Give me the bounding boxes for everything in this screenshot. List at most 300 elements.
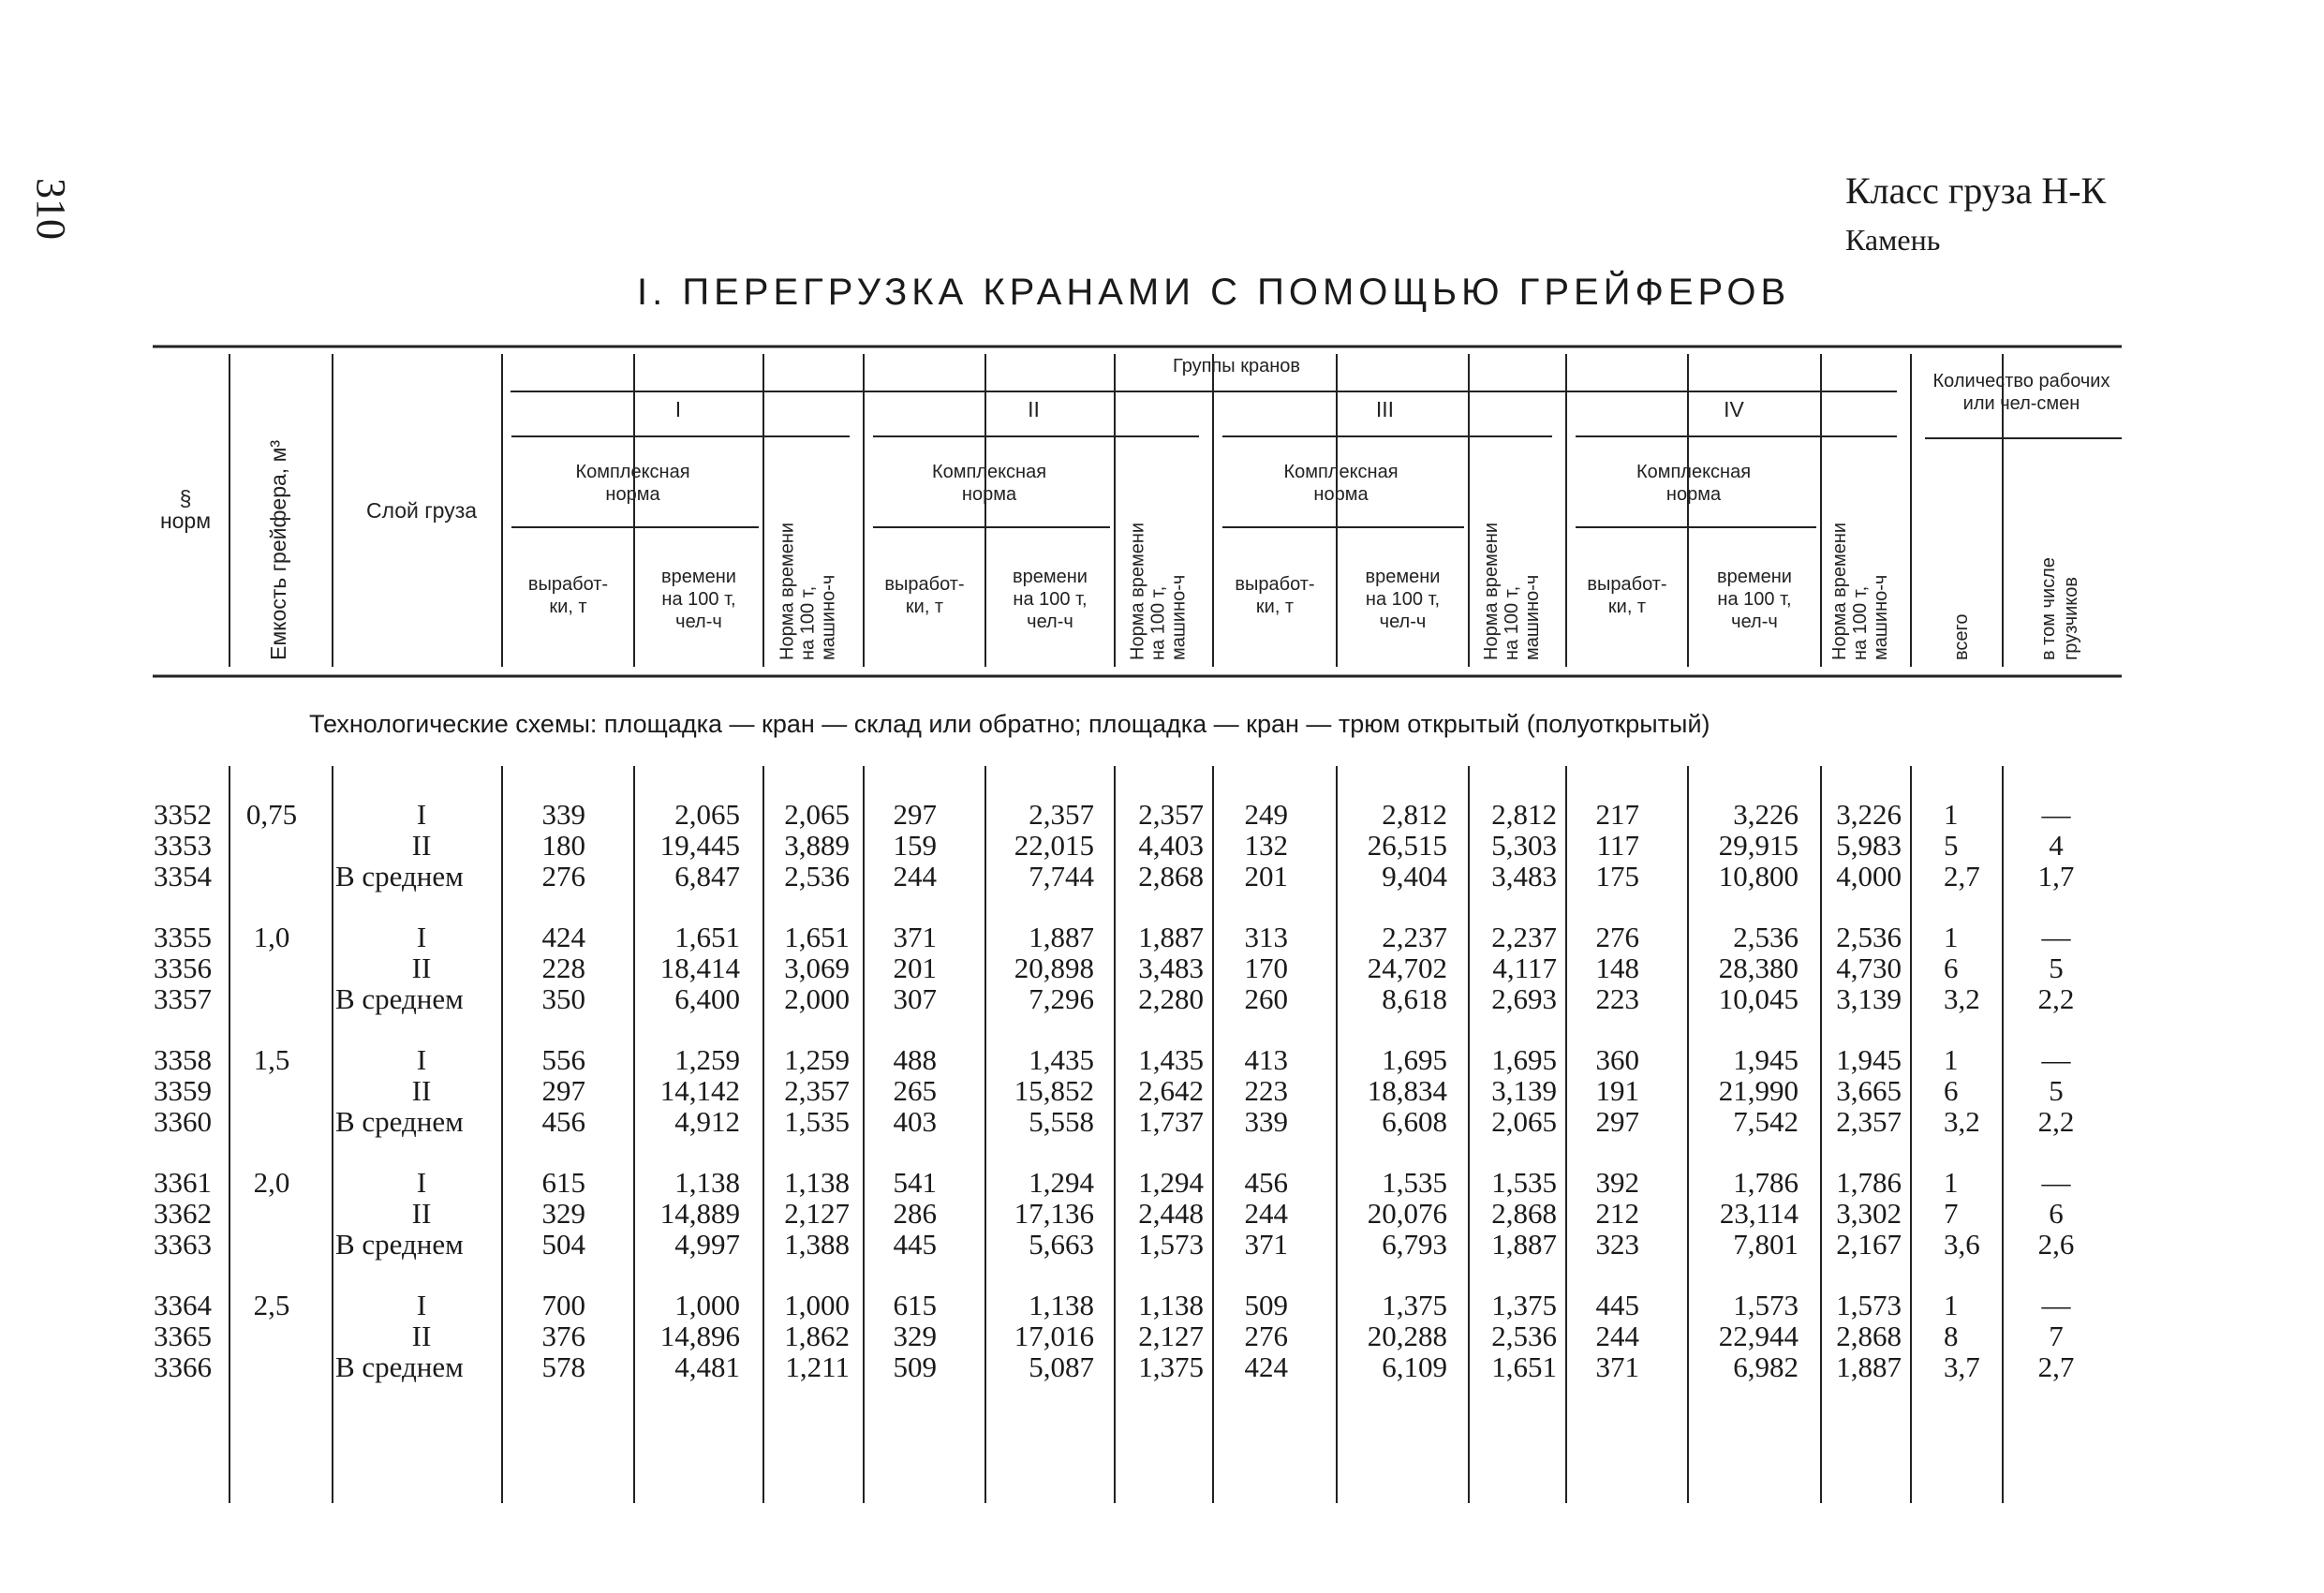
value-cell: 244 <box>1595 1320 1639 1352</box>
norm-number-cell: 3352 <box>154 798 212 831</box>
value-cell: 1,259 <box>674 1043 740 1076</box>
value-cell: 244 <box>893 860 937 892</box>
value-cell: 1,945 <box>1836 1043 1902 1076</box>
workers-total-cell: 1 <box>1944 798 1959 831</box>
value-cell: 2,237 <box>1382 921 1447 953</box>
machine-time-header: машино-ч <box>1871 574 1891 660</box>
norm-number-cell: 3364 <box>154 1289 212 1321</box>
total-header: всего <box>1951 613 1972 660</box>
value-cell: 6,982 <box>1733 1350 1799 1383</box>
loaders-cell: 4 <box>2049 829 2064 862</box>
value-cell: 2,065 <box>674 798 740 831</box>
value-cell: 1,375 <box>1138 1350 1204 1383</box>
norm-number-cell: 3361 <box>154 1166 212 1199</box>
value-cell: 17,016 <box>1014 1320 1094 1352</box>
value-cell: 297 <box>1595 1105 1639 1138</box>
value-cell: 249 <box>1244 798 1288 831</box>
complex-norm-header: норма <box>605 484 660 505</box>
norm-number-cell: 3355 <box>154 921 212 953</box>
value-cell: 2,868 <box>1836 1320 1902 1352</box>
value-cell: 6,793 <box>1382 1228 1447 1261</box>
value-cell: 175 <box>1595 860 1639 892</box>
value-cell: 1,737 <box>1138 1105 1204 1138</box>
value-cell: 22,944 <box>1718 1320 1799 1352</box>
value-cell: 360 <box>1595 1043 1639 1076</box>
norm-number-cell: 3360 <box>154 1105 212 1138</box>
value-cell: 1,651 <box>784 921 850 953</box>
layer-cell: I <box>416 921 427 953</box>
value-cell: 1,388 <box>784 1228 850 1261</box>
output-header: ки, т <box>905 597 944 617</box>
value-cell: 223 <box>1244 1074 1288 1107</box>
value-cell: 7,296 <box>1029 982 1094 1015</box>
value-cell: 9,404 <box>1382 860 1447 892</box>
value-cell: 3,139 <box>1836 982 1902 1015</box>
value-cell: 509 <box>1244 1289 1288 1321</box>
output-header: ки, т <box>1255 597 1295 617</box>
value-cell: 14,889 <box>659 1197 740 1230</box>
value-cell: 6,608 <box>1382 1105 1447 1138</box>
value-cell: 5,558 <box>1029 1105 1094 1138</box>
value-cell: 445 <box>1595 1289 1639 1321</box>
value-cell: 3,302 <box>1836 1197 1902 1230</box>
value-cell: 7,542 <box>1733 1105 1799 1138</box>
value-cell: 10,800 <box>1718 860 1799 892</box>
norm-number-cell: 3365 <box>154 1320 212 1352</box>
value-cell: 20,076 <box>1367 1197 1447 1230</box>
layer-cell: I <box>416 1166 427 1199</box>
output-header: выработ- <box>1587 574 1667 595</box>
norm-number-cell: 3353 <box>154 829 212 862</box>
loaders-cell: — <box>2041 1289 2071 1321</box>
group-label: I <box>674 397 682 421</box>
loaders-cell: — <box>2041 798 2071 831</box>
crane-groups-header: Группы кранов <box>1173 356 1300 376</box>
value-cell: 4,403 <box>1138 829 1204 862</box>
machine-time-header: на 100 т, <box>797 585 819 660</box>
value-cell: 456 <box>541 1105 585 1138</box>
complex-norm-header: Комплексная <box>1636 462 1752 482</box>
value-cell: 1,294 <box>1029 1166 1094 1199</box>
group-label: III <box>1375 397 1395 421</box>
layer-cell: В среднем <box>335 1105 464 1138</box>
value-cell: 29,915 <box>1718 829 1799 862</box>
time-header: на 100 т, <box>1717 589 1792 610</box>
output-header: выработ- <box>1235 574 1315 595</box>
norm-number-cell: 3357 <box>154 982 212 1015</box>
loaders-cell: 1,7 <box>2037 860 2075 892</box>
value-cell: 5,087 <box>1029 1350 1094 1383</box>
value-cell: 504 <box>541 1228 585 1261</box>
value-cell: 392 <box>1595 1166 1639 1199</box>
workers-header: Количество рабочих <box>1932 371 2110 391</box>
workers-total-cell: 3,6 <box>1944 1228 1980 1261</box>
loaders-cell: 6 <box>2049 1197 2064 1230</box>
machine-time-header: на 100 т, <box>1147 585 1169 660</box>
value-cell: 445 <box>893 1228 937 1261</box>
value-cell: 2,536 <box>1491 1320 1557 1352</box>
value-cell: 2,693 <box>1491 982 1557 1015</box>
value-cell: 2,868 <box>1491 1197 1557 1230</box>
layer-cell: В среднем <box>335 1350 464 1383</box>
loaders-cell: — <box>2041 1166 2071 1199</box>
value-cell: 18,414 <box>659 951 740 984</box>
value-cell: 6,400 <box>674 982 740 1015</box>
value-cell: 3,483 <box>1491 860 1557 892</box>
value-cell: 28,380 <box>1718 951 1799 984</box>
value-cell: 201 <box>893 951 937 984</box>
value-cell: 339 <box>541 798 585 831</box>
value-cell: 18,834 <box>1367 1074 1447 1107</box>
value-cell: 1,535 <box>784 1105 850 1138</box>
value-cell: 371 <box>893 921 937 953</box>
value-cell: 2,127 <box>1138 1320 1204 1352</box>
value-cell: 2,536 <box>1733 921 1799 953</box>
norm-number-cell: 3363 <box>154 1228 212 1261</box>
value-cell: 265 <box>893 1074 937 1107</box>
layer-cell: В среднем <box>335 982 464 1015</box>
value-cell: 276 <box>541 860 585 892</box>
value-cell: 10,045 <box>1718 982 1799 1015</box>
norm-number-cell: 3354 <box>154 860 212 892</box>
complex-norm-header: норма <box>1313 484 1369 505</box>
output-header: выработ- <box>527 574 609 595</box>
norm-number-cell: 3358 <box>154 1043 212 1076</box>
value-cell: 1,138 <box>674 1166 740 1199</box>
value-cell: 20,288 <box>1367 1320 1447 1352</box>
section-title: I. ПЕРЕГРУЗКА КРАНАМИ С ПОМОЩЬЮ ГРЕЙФЕРОВ <box>637 272 1791 313</box>
value-cell: 2,065 <box>1491 1105 1557 1138</box>
workers-total-cell: 1 <box>1944 1043 1959 1076</box>
layer-cell: В среднем <box>335 1228 464 1261</box>
value-cell: 3,069 <box>784 951 850 984</box>
machine-time-header: машино-ч <box>1168 574 1190 660</box>
value-cell: 1,887 <box>1029 921 1094 953</box>
loaders-cell: 2,6 <box>2037 1228 2075 1261</box>
workers-total-cell: 3,2 <box>1944 982 1980 1015</box>
value-cell: 1,945 <box>1733 1043 1799 1076</box>
value-cell: 217 <box>1595 798 1639 831</box>
page-number: 310 <box>28 178 74 240</box>
value-cell: 1,211 <box>785 1350 850 1383</box>
layer-cell: II <box>411 1197 432 1230</box>
grab-capacity-cell: 1,5 <box>253 1043 290 1076</box>
value-cell: 509 <box>893 1350 937 1383</box>
value-cell: 313 <box>1244 921 1288 953</box>
time-header: чел-ч <box>675 612 722 632</box>
value-cell: 2,357 <box>784 1074 850 1107</box>
grab-capacity-cell: 1,0 <box>253 921 290 953</box>
machine-time-header: Норма времени <box>1829 522 1850 660</box>
value-cell: 132 <box>1244 829 1288 862</box>
value-cell: 6,847 <box>674 860 740 892</box>
value-cell: 1,573 <box>1138 1228 1204 1261</box>
value-cell: 2,357 <box>1836 1105 1902 1138</box>
value-cell: 1,651 <box>1491 1350 1557 1383</box>
value-cell: 4,912 <box>674 1105 740 1138</box>
value-cell: 307 <box>893 982 937 1015</box>
layer-cell: I <box>416 798 427 831</box>
value-cell: 2,812 <box>1382 798 1447 831</box>
value-cell: 7,744 <box>1029 860 1094 892</box>
value-cell: 3,483 <box>1138 951 1204 984</box>
value-cell: 15,852 <box>1014 1074 1094 1107</box>
machine-time-header: на 100 т, <box>1502 585 1522 660</box>
value-cell: 244 <box>1244 1197 1288 1230</box>
value-cell: 5,983 <box>1836 829 1902 862</box>
value-cell: 371 <box>1244 1228 1288 1261</box>
time-header: времени <box>661 567 736 587</box>
time-header: чел-ч <box>1027 612 1073 632</box>
layer-cell: II <box>411 1320 432 1352</box>
machine-time-header: Норма времени <box>777 522 798 660</box>
loaders-cell: 5 <box>2049 951 2064 984</box>
value-cell: 8,618 <box>1382 982 1447 1015</box>
value-cell: 1,786 <box>1836 1166 1902 1199</box>
value-cell: 286 <box>893 1197 937 1230</box>
value-cell: 556 <box>541 1043 585 1076</box>
loaders-cell: 2,7 <box>2037 1350 2075 1383</box>
value-cell: 578 <box>541 1350 585 1383</box>
value-cell: 371 <box>1595 1350 1639 1383</box>
time-header: времени <box>1717 567 1792 587</box>
norm-number-cell: 3366 <box>154 1350 212 1383</box>
layer-cell: II <box>411 829 432 862</box>
machine-time-header: на 100 т, <box>1850 585 1871 660</box>
value-cell: 276 <box>1595 921 1639 953</box>
value-cell: 3,139 <box>1491 1074 1557 1107</box>
value-cell: 1,862 <box>784 1320 850 1352</box>
value-cell: 615 <box>541 1166 585 1199</box>
value-cell: 4,481 <box>674 1350 740 1383</box>
group-label: II <box>1028 397 1040 421</box>
value-cell: 2,812 <box>1491 798 1557 831</box>
output-header: ки, т <box>1607 597 1647 617</box>
time-header: чел-ч <box>1379 612 1427 632</box>
group-label: IV <box>1724 397 1744 421</box>
value-cell: 2,536 <box>1836 921 1902 953</box>
value-cell: 1,535 <box>1491 1166 1557 1199</box>
layer-cell: В среднем <box>335 860 464 892</box>
machine-time-header: машино-ч <box>818 574 839 660</box>
value-cell: 1,375 <box>1491 1289 1557 1321</box>
value-cell: 1,294 <box>1138 1166 1204 1199</box>
value-cell: 1,000 <box>674 1289 740 1321</box>
incl-loaders-header: грузчиков <box>2061 576 2081 660</box>
value-cell: 1,259 <box>784 1043 850 1076</box>
value-cell: 413 <box>1244 1043 1288 1076</box>
workers-total-cell: 8 <box>1944 1320 1959 1352</box>
value-cell: 170 <box>1244 951 1288 984</box>
value-cell: 403 <box>893 1105 937 1138</box>
value-cell: 2,642 <box>1138 1074 1204 1107</box>
value-cell: 329 <box>893 1320 937 1352</box>
workers-total-cell: 3,7 <box>1944 1350 1980 1383</box>
loaders-cell: 5 <box>2049 1074 2064 1107</box>
value-cell: 17,136 <box>1014 1197 1094 1230</box>
norm-header: § <box>179 486 192 510</box>
cargo-class-label: Класс груза Н-К <box>1845 170 2107 212</box>
loaders-cell: 7 <box>2049 1320 2064 1352</box>
layer-cell: II <box>411 1074 432 1107</box>
value-cell: 260 <box>1244 982 1288 1015</box>
value-cell: 488 <box>893 1043 937 1076</box>
value-cell: 228 <box>541 951 585 984</box>
norm-header: норм <box>159 509 212 533</box>
value-cell: 297 <box>541 1074 585 1107</box>
value-cell: 4,117 <box>1492 951 1557 984</box>
value-cell: 1,887 <box>1138 921 1204 953</box>
value-cell: 117 <box>1596 829 1639 862</box>
value-cell: 212 <box>1595 1197 1639 1230</box>
value-cell: 2,448 <box>1138 1197 1204 1230</box>
complex-norm-header: Комплексная <box>931 462 1047 482</box>
value-cell: 456 <box>1244 1166 1288 1199</box>
value-cell: 1,651 <box>674 921 740 953</box>
value-cell: 1,887 <box>1836 1350 1902 1383</box>
value-cell: 376 <box>541 1320 585 1352</box>
workers-header: или чел-смен <box>1962 393 2080 414</box>
value-cell: 5,663 <box>1029 1228 1094 1261</box>
value-cell: 5,303 <box>1491 829 1557 862</box>
workers-total-cell: 1 <box>1944 921 1959 953</box>
value-cell: 700 <box>541 1289 585 1321</box>
value-cell: 3,665 <box>1836 1074 1902 1107</box>
value-cell: 2,065 <box>784 798 850 831</box>
grab-capacity-cell: 2,0 <box>253 1166 290 1199</box>
value-cell: 1,000 <box>784 1289 850 1321</box>
grab-capacity-cell: 2,5 <box>253 1289 290 1321</box>
value-cell: 4,997 <box>674 1228 740 1261</box>
value-cell: 26,515 <box>1367 829 1447 862</box>
output-header: ки, т <box>549 597 587 617</box>
value-cell: 148 <box>1595 951 1639 984</box>
value-cell: 22,015 <box>1014 829 1094 862</box>
time-header: на 100 т, <box>1365 589 1441 610</box>
machine-time-header: Норма времени <box>1127 522 1148 660</box>
value-cell: 2,536 <box>784 860 850 892</box>
value-cell: 2,357 <box>1138 798 1204 831</box>
value-cell: 323 <box>1595 1228 1639 1261</box>
norm-number-cell: 3356 <box>154 951 212 984</box>
complex-norm-header: норма <box>1665 484 1722 505</box>
complex-norm-header: Комплексная <box>575 462 690 482</box>
value-cell: 14,896 <box>659 1320 740 1352</box>
workers-total-cell: 1 <box>1944 1166 1959 1199</box>
value-cell: 2,280 <box>1138 982 1204 1015</box>
layer-cell: II <box>411 951 432 984</box>
layer-cell: I <box>416 1289 427 1321</box>
norm-number-cell: 3362 <box>154 1197 212 1230</box>
value-cell: 201 <box>1244 860 1288 892</box>
value-cell: 191 <box>1595 1074 1639 1107</box>
value-cell: 24,702 <box>1367 951 1447 984</box>
grab-capacity-cell: 0,75 <box>245 798 298 831</box>
value-cell: 2,127 <box>784 1197 850 1230</box>
loaders-cell: — <box>2041 921 2071 953</box>
value-cell: 2,237 <box>1491 921 1557 953</box>
time-header: на 100 т, <box>1013 589 1088 610</box>
layer-header: Слой груза <box>365 498 478 523</box>
complex-norm-header: Комплексная <box>1283 462 1399 482</box>
workers-total-cell: 3,2 <box>1944 1105 1980 1138</box>
value-cell: 1,138 <box>784 1166 850 1199</box>
value-cell: 1,435 <box>1138 1043 1204 1076</box>
machine-time-header: машино-ч <box>1522 574 1543 660</box>
workers-total-cell: 6 <box>1944 1074 1959 1107</box>
tech-schema: Технологические схемы: площадка — кран — склад или обратно; площадка — кран — трюм открытый (полуоткрытый) <box>309 710 1710 738</box>
value-cell: 7,801 <box>1733 1228 1799 1261</box>
value-cell: 4,000 <box>1836 860 1902 892</box>
workers-total-cell: 2,7 <box>1944 860 1980 892</box>
value-cell: 339 <box>1244 1105 1288 1138</box>
value-cell: 329 <box>541 1197 585 1230</box>
value-cell: 350 <box>541 982 585 1015</box>
value-cell: 1,695 <box>1382 1043 1447 1076</box>
loaders-cell: 2,2 <box>2037 982 2075 1015</box>
value-cell: 1,375 <box>1382 1289 1447 1321</box>
incl-loaders-header: в том числе <box>2038 557 2059 660</box>
workers-total-cell: 5 <box>1944 829 1959 862</box>
complex-norm-header: норма <box>961 484 1017 505</box>
value-cell: 2,868 <box>1138 860 1204 892</box>
value-cell: 21,990 <box>1718 1074 1799 1107</box>
time-header: времени <box>1013 567 1088 587</box>
value-cell: 1,573 <box>1836 1289 1902 1321</box>
value-cell: 1,138 <box>1029 1289 1094 1321</box>
value-cell: 180 <box>541 829 585 862</box>
workers-total-cell: 7 <box>1944 1197 1959 1230</box>
value-cell: 1,138 <box>1138 1289 1204 1321</box>
value-cell: 3,226 <box>1733 798 1799 831</box>
value-cell: 20,898 <box>1014 951 1094 984</box>
value-cell: 2,000 <box>784 982 850 1015</box>
value-cell: 541 <box>893 1166 937 1199</box>
loaders-cell: 2,2 <box>2037 1105 2075 1138</box>
time-header: чел-ч <box>1731 612 1778 632</box>
norm-number-cell: 3359 <box>154 1074 212 1107</box>
value-cell: 223 <box>1595 982 1639 1015</box>
workers-total-cell: 6 <box>1944 951 1959 984</box>
value-cell: 276 <box>1244 1320 1288 1352</box>
value-cell: 2,167 <box>1836 1228 1902 1261</box>
value-cell: 1,887 <box>1491 1228 1557 1261</box>
capacity-header: Емкость грейфера, м³ <box>266 439 290 660</box>
value-cell: 1,786 <box>1733 1166 1799 1199</box>
value-cell: 2,357 <box>1029 798 1094 831</box>
value-cell: 3,226 <box>1836 798 1902 831</box>
workers-total-cell: 1 <box>1944 1289 1959 1321</box>
value-cell: 297 <box>893 798 937 831</box>
value-cell: 1,695 <box>1491 1043 1557 1076</box>
value-cell: 1,435 <box>1029 1043 1094 1076</box>
value-cell: 159 <box>893 829 937 862</box>
value-cell: 14,142 <box>659 1074 740 1107</box>
layer-cell: I <box>416 1043 427 1076</box>
cargo-name-label: Камень <box>1845 223 1941 257</box>
output-header: выработ- <box>884 574 965 595</box>
value-cell: 424 <box>541 921 585 953</box>
machine-time-header: Норма времени <box>1481 522 1502 660</box>
value-cell: 3,889 <box>784 829 850 862</box>
value-cell: 615 <box>893 1289 937 1321</box>
value-cell: 4,730 <box>1836 951 1902 984</box>
value-cell: 6,109 <box>1382 1350 1447 1383</box>
time-header: времени <box>1365 567 1441 587</box>
loaders-cell: — <box>2041 1043 2071 1076</box>
value-cell: 1,573 <box>1733 1289 1799 1321</box>
value-cell: 19,445 <box>659 829 740 862</box>
